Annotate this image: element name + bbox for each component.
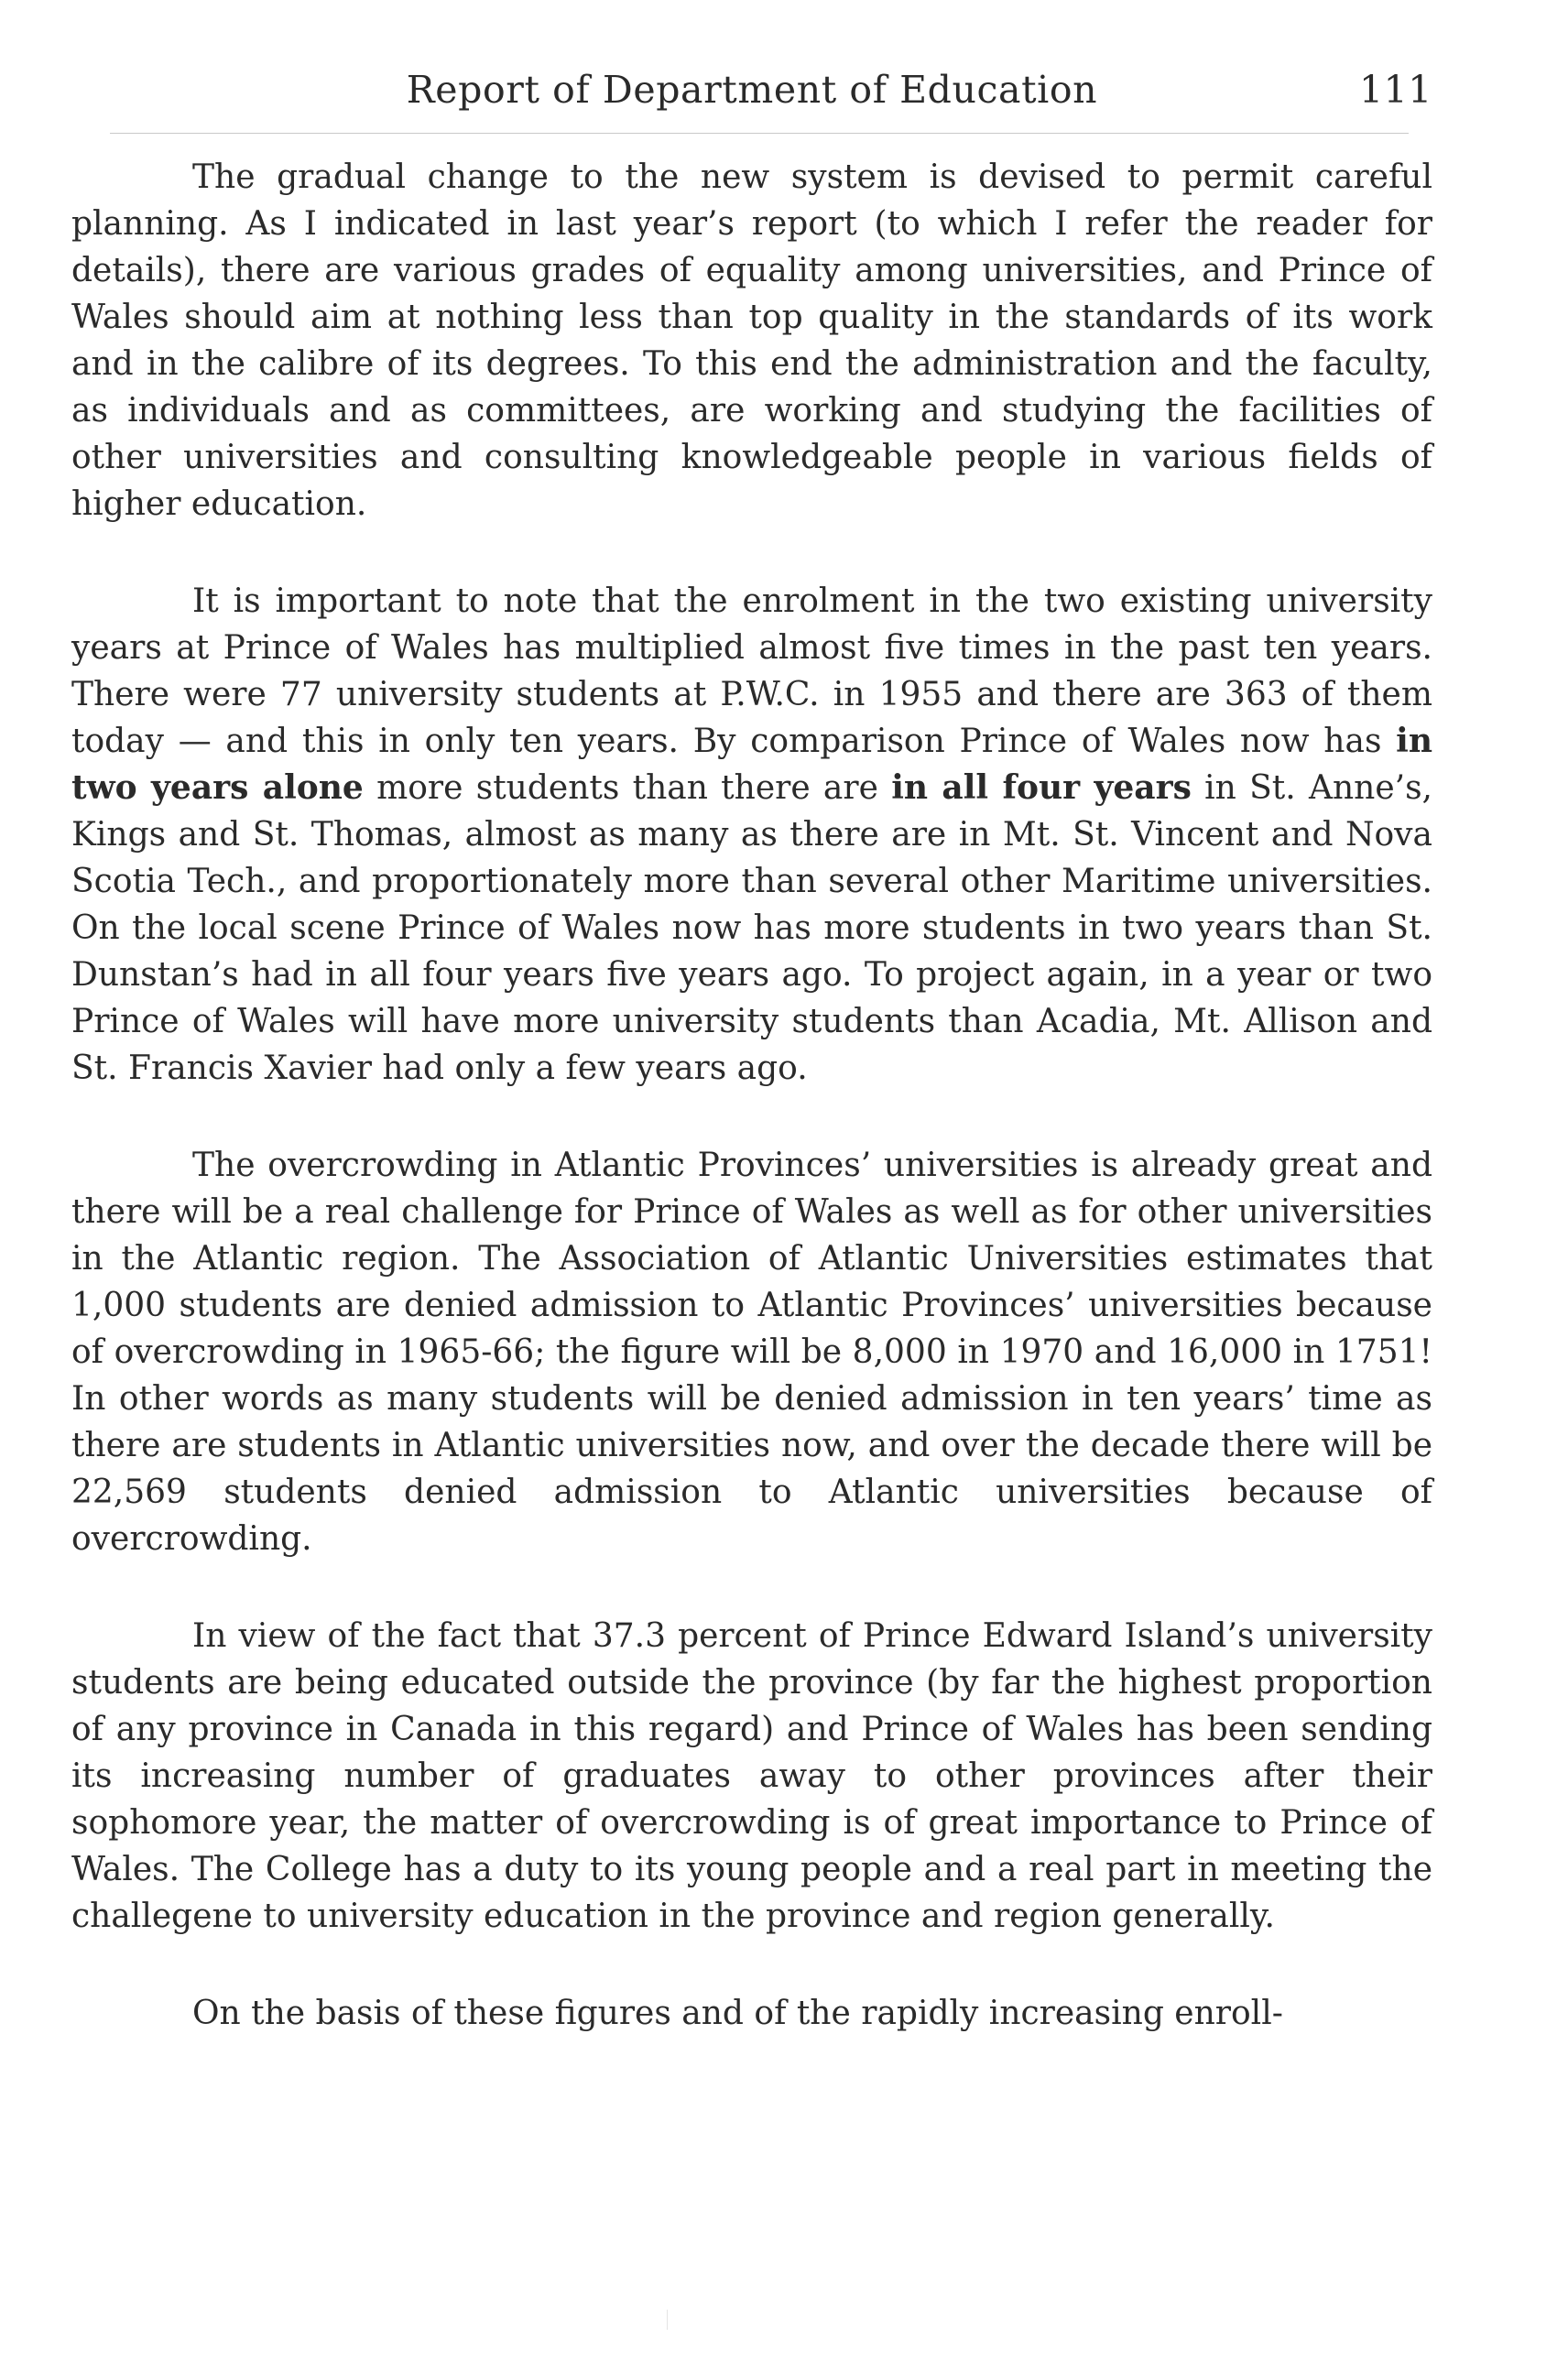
paragraph-2-text-2: more students than there are: [363, 769, 892, 807]
paragraph-4: In view of the fact that 37.3 percent of Prince Edward Island’s university students are being educated outside the province (by far the highest proportion of any province in Canada in this regard) and Prince of Wales has been sending its increasing number of graduates away to other provinces after their sophomore year, the matter of overcrowding is of great importance to Prince of Wales. The College has a duty to its young people and a real part in meeting the challegene to university education in the province and region generally.: [71, 1617, 1432, 1935]
header-rule: [110, 133, 1409, 134]
paragraph-3: The overcrowding in Atlantic Provinces’ universities is already great and there will be a real challenge for Prince of Wales as well as for other universities in the Atlantic region. The Association of Atlantic Universities estimates that 1,000 students are denied admission to Atlantic Provinces’ universities because of overcrowding in 1965-66; the figure will be 8,000 in 1970 and 16,000 in 1751! In other words as many students will be denied admission in ten years’ time as there are students in Atlantic universities now, and over the decade there will be 22,569 students denied admission to Atlantic universities because of overcrowding.: [71, 1147, 1432, 1558]
paragraph-2-text-1: It is important to note that the enrolment in the two existing university years at Prince of Wales has multiplied almost five times in the past ten years. There were 77 university students at P.W.C. in 1955 and there are 363 of them today — and this in only ten years. By comparison Prince of Wales now has: [71, 582, 1432, 760]
paragraph-2-bold-1: in two years alone: [71, 722, 1432, 807]
body-text: [71, 154, 1432, 2037]
paragraph-2-text-3: in St. Anne’s, Kings and St. Thomas, almost as many as there are in Mt. St. Vincent and Nova Scotia Tech., and proportionately more than several other Maritime universities. On the local scene Prince of Wales now has more students in two years than St. Dunstan’s had in all four years five years ago. To project again, in a year or two Prince of Wales will have more university students than Acadia, Mt. Allison and St. Francis Xavier had only a few years ago.: [71, 769, 1433, 1087]
page-number: 111: [1358, 68, 1432, 112]
scan-mark: [667, 2310, 668, 2330]
paragraph-2-bold-2: in all four years: [891, 768, 1192, 807]
paragraph-1: The gradual change to the new system is devised to permit careful planning. As I indicated in last year’s report (to which I refer the reader for details), there are various grades of equality among universities, and Prince of Wales should aim at nothing less than top quality in the standards of its work and in the calibre of its degrees. To this end the administration and the faculty, as individuals and as committees, are working and studying the facilities of other universities and consulting knowledgeable people in various fields of higher education.: [71, 158, 1432, 523]
paragraph-2: [71, 578, 1432, 1092]
running-header: [71, 62, 1432, 117]
paragraph-5: On the basis of these figures and of the rapidly increasing enroll-: [192, 1995, 1283, 2032]
running-title: Report of Department of Education: [406, 68, 1098, 112]
